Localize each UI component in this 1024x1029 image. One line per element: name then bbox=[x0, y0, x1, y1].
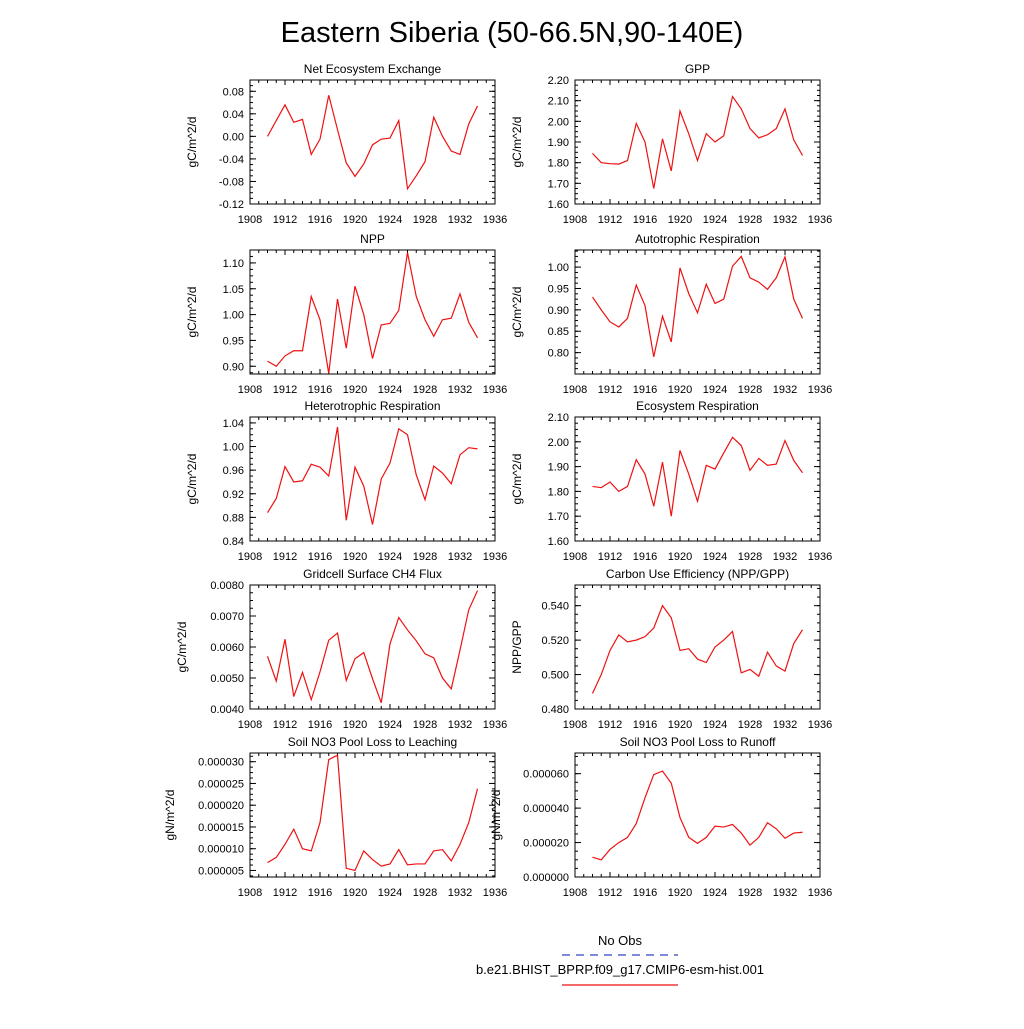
panel-6-xtick-label: 1920 bbox=[667, 551, 693, 563]
panel-10-xtick-label: 1912 bbox=[597, 887, 623, 899]
panel-9-ytick-label: 0.000020 bbox=[198, 800, 244, 813]
panel-3-xtick-label: 1916 bbox=[307, 384, 333, 396]
panel-1-ytick-label: -0.04 bbox=[218, 153, 244, 166]
panel-7-xtick-label: 1920 bbox=[342, 719, 368, 731]
panel-9-xtick-label: 1936 bbox=[482, 887, 508, 899]
panel-1-ytick-label: -0.12 bbox=[218, 199, 244, 211]
panel-9-ytick-label: 0.000015 bbox=[198, 821, 244, 834]
panel-8-xtick-label: 1912 bbox=[597, 719, 623, 731]
panel-3-title: NPP bbox=[360, 232, 385, 246]
panel-3-xtick-label: 1908 bbox=[237, 384, 263, 396]
panel-1-series-line bbox=[268, 95, 478, 189]
panel-1-xtick-label: 1924 bbox=[377, 214, 403, 226]
panel-10-ytick-label: 0.000000 bbox=[523, 872, 569, 884]
panel-3 bbox=[185, 232, 507, 396]
panel-6-xtick-label: 1928 bbox=[737, 551, 763, 563]
panel-9-xtick-label: 1908 bbox=[237, 887, 263, 899]
panel-3-xtick-label: 1920 bbox=[342, 384, 368, 396]
panel-2-xtick-label: 1924 bbox=[702, 214, 728, 226]
panel-2-xtick-label: 1908 bbox=[562, 214, 588, 226]
panel-5-series-line bbox=[268, 427, 478, 524]
panel-6-series-line bbox=[593, 437, 803, 516]
panel-10-ytick-label: 0.000040 bbox=[523, 803, 569, 816]
panel-6-title: Ecosystem Respiration bbox=[636, 399, 759, 413]
panel-1-xtick-label: 1936 bbox=[482, 214, 508, 226]
panel-9-xtick-label: 1932 bbox=[447, 887, 473, 899]
panel-8-ylabel: NPP/GPP bbox=[510, 620, 524, 674]
panel-10-xtick-label: 1908 bbox=[562, 887, 588, 899]
panel-5-ytick-label: 0.96 bbox=[222, 465, 244, 478]
panel-7-ylabel: gC/m^2/d bbox=[175, 621, 189, 673]
panel-3-xtick-label: 1936 bbox=[482, 384, 508, 396]
panel-6-xtick-label: 1908 bbox=[562, 551, 588, 563]
panel-10 bbox=[489, 735, 832, 899]
panel-2-xtick-label: 1936 bbox=[807, 214, 833, 226]
panel-8-series-line bbox=[593, 606, 803, 694]
panel-2-title: GPP bbox=[684, 62, 711, 76]
panel-2-series-line bbox=[593, 97, 803, 189]
panel-5-ytick-label: 0.84 bbox=[222, 536, 244, 548]
panel-1-xtick-label: 1908 bbox=[237, 214, 263, 226]
panel-7-xtick-label: 1912 bbox=[272, 719, 298, 731]
panel-2-ytick-label: 1.60 bbox=[547, 199, 569, 211]
panel-5 bbox=[185, 399, 507, 563]
panel-9-xtick-label: 1924 bbox=[377, 887, 403, 899]
panel-10-frame bbox=[575, 753, 820, 877]
panel-5-xtick-label: 1932 bbox=[447, 551, 473, 563]
panel-5-xtick-label: 1908 bbox=[237, 551, 263, 563]
panel-10-xtick-label: 1924 bbox=[702, 887, 728, 899]
panel-9-xtick-label: 1920 bbox=[342, 887, 368, 899]
panel-4-title: Autotrophic Respiration bbox=[635, 232, 760, 246]
panel-6-xtick-label: 1912 bbox=[597, 551, 623, 563]
panel-3-xtick-label: 1932 bbox=[447, 384, 473, 396]
panel-3-ytick-label: 0.90 bbox=[222, 361, 244, 374]
panel-7-xtick-label: 1932 bbox=[447, 719, 473, 731]
panel-2 bbox=[510, 62, 832, 226]
panel-9-title: Soil NO3 Pool Loss to Leaching bbox=[287, 735, 458, 749]
panel-4-xtick-label: 1912 bbox=[597, 384, 623, 396]
panel-4-ytick-label: 0.85 bbox=[547, 326, 569, 339]
panel-7-ytick-label: 0.0070 bbox=[210, 611, 244, 623]
panel-2-ytick-label: 1.80 bbox=[547, 157, 569, 170]
panel-8-xtick-label: 1920 bbox=[667, 719, 693, 731]
panel-1-ytick-label: 0.00 bbox=[222, 131, 244, 144]
panel-1-xtick-label: 1916 bbox=[307, 214, 333, 226]
panel-8-xtick-label: 1924 bbox=[702, 719, 728, 731]
panel-6-xtick-label: 1936 bbox=[807, 551, 833, 563]
panel-4-ytick-label: 0.90 bbox=[547, 304, 569, 317]
panel-4-xtick-label: 1932 bbox=[772, 384, 798, 396]
panel-10-ylabel: gN/m^2/d bbox=[489, 789, 503, 841]
panel-1-xtick-label: 1920 bbox=[342, 214, 368, 226]
panel-7-xtick-label: 1916 bbox=[307, 719, 333, 731]
panel-3-ytick-label: 1.10 bbox=[222, 257, 244, 270]
panels bbox=[163, 62, 832, 899]
panel-5-ytick-label: 1.00 bbox=[222, 441, 244, 454]
panel-1-xtick-label: 1932 bbox=[447, 214, 473, 226]
panel-7-xtick-label: 1924 bbox=[377, 719, 403, 731]
panel-9-series-line bbox=[268, 755, 478, 870]
panel-5-title: Heterotrophic Respiration bbox=[304, 399, 441, 413]
panel-10-xtick-label: 1928 bbox=[737, 887, 763, 899]
panel-2-ytick-label: 1.90 bbox=[547, 137, 569, 149]
panel-7-ytick-label: 0.0040 bbox=[210, 704, 244, 716]
panel-6-xtick-label: 1932 bbox=[772, 551, 798, 563]
panel-8-ytick-label: 0.500 bbox=[541, 669, 569, 682]
panel-3-xtick-label: 1924 bbox=[377, 384, 403, 396]
panel-4-ytick-label: 1.00 bbox=[547, 262, 569, 275]
panel-5-ytick-label: 1.04 bbox=[222, 417, 244, 430]
panel-5-ytick-label: 0.92 bbox=[222, 488, 244, 501]
panel-3-ytick-label: 0.95 bbox=[222, 335, 244, 348]
panel-5-xtick-label: 1928 bbox=[412, 551, 438, 563]
panel-4-ytick-label: 0.95 bbox=[547, 283, 569, 296]
panel-2-xtick-label: 1932 bbox=[772, 214, 798, 226]
panel-2-frame bbox=[575, 80, 820, 204]
panel-4-xtick-label: 1920 bbox=[667, 384, 693, 396]
panel-7-ytick-label: 0.0080 bbox=[210, 580, 244, 592]
panel-4-series-line bbox=[593, 256, 803, 356]
panel-10-series-line bbox=[593, 771, 803, 860]
panel-9-ytick-label: 0.000005 bbox=[198, 865, 244, 878]
panel-4-ylabel: gC/m^2/d bbox=[510, 286, 524, 338]
panel-9-ytick-label: 0.000030 bbox=[198, 756, 244, 769]
panel-9-ytick-label: 0.000010 bbox=[198, 843, 244, 856]
panel-3-ytick-label: 1.00 bbox=[222, 309, 244, 322]
panel-8-ytick-label: 0.480 bbox=[541, 704, 569, 716]
panel-6-xtick-label: 1916 bbox=[632, 551, 658, 563]
panel-9 bbox=[163, 735, 507, 899]
panel-3-xtick-label: 1928 bbox=[412, 384, 438, 396]
panel-7-ytick-label: 0.0060 bbox=[210, 642, 244, 654]
panel-4-xtick-label: 1936 bbox=[807, 384, 833, 396]
panel-2-ytick-label: 1.70 bbox=[547, 178, 569, 191]
panel-6-ytick-label: 1.70 bbox=[547, 511, 569, 524]
panel-1-title: Net Ecosystem Exchange bbox=[303, 62, 442, 76]
panel-1-ylabel: gC/m^2/d bbox=[185, 116, 199, 168]
panel-6-ytick-label: 1.80 bbox=[547, 486, 569, 499]
panel-5-xtick-label: 1924 bbox=[377, 551, 403, 563]
panel-1-ytick-label: 0.08 bbox=[222, 86, 244, 99]
panel-8 bbox=[510, 567, 832, 731]
panel-10-xtick-label: 1936 bbox=[807, 887, 833, 899]
panel-6-xtick-label: 1924 bbox=[702, 551, 728, 563]
panel-3-series-line bbox=[268, 253, 478, 374]
panel-8-ytick-label: 0.540 bbox=[541, 600, 569, 613]
panel-1-frame bbox=[250, 80, 495, 204]
panel-1-ytick-label: -0.08 bbox=[218, 176, 244, 189]
panel-2-xtick-label: 1920 bbox=[667, 214, 693, 226]
panel-6-ytick-label: 2.00 bbox=[547, 436, 569, 449]
panel-7-xtick-label: 1936 bbox=[482, 719, 508, 731]
panel-10-ytick-label: 0.000060 bbox=[523, 768, 569, 781]
panel-10-ytick-label: 0.000020 bbox=[523, 837, 569, 850]
panel-6-frame bbox=[575, 417, 820, 541]
panel-10-xtick-label: 1916 bbox=[632, 887, 658, 899]
panel-5-ytick-label: 0.88 bbox=[222, 512, 244, 525]
panel-1 bbox=[185, 62, 507, 226]
panel-2-xtick-label: 1928 bbox=[737, 214, 763, 226]
panel-3-ylabel: gC/m^2/d bbox=[185, 286, 199, 338]
panel-9-ytick-label: 0.000025 bbox=[198, 778, 244, 791]
panel-4-xtick-label: 1908 bbox=[562, 384, 588, 396]
legend bbox=[476, 933, 764, 985]
panel-7-ytick-label: 0.0050 bbox=[210, 673, 244, 685]
panel-4-xtick-label: 1916 bbox=[632, 384, 658, 396]
legend-label-run: b.e21.BHIST_BPRP.f09_g17.CMIP6-esm-hist.001 bbox=[475, 962, 765, 977]
panel-2-ytick-label: 2.00 bbox=[547, 116, 569, 129]
panel-6 bbox=[510, 399, 832, 563]
panel-10-xtick-label: 1932 bbox=[772, 887, 798, 899]
panel-5-xtick-label: 1936 bbox=[482, 551, 508, 563]
panel-4-xtick-label: 1924 bbox=[702, 384, 728, 396]
panel-7-xtick-label: 1908 bbox=[237, 719, 263, 731]
panel-4 bbox=[510, 232, 832, 396]
panel-10-title: Soil NO3 Pool Loss to Runoff bbox=[619, 735, 776, 749]
panel-5-xtick-label: 1912 bbox=[272, 551, 298, 563]
panel-6-ytick-label: 1.60 bbox=[547, 536, 569, 548]
panel-2-xtick-label: 1916 bbox=[632, 214, 658, 226]
panel-3-xtick-label: 1912 bbox=[272, 384, 298, 396]
panel-1-xtick-label: 1928 bbox=[412, 214, 438, 226]
panel-8-ytick-label: 0.520 bbox=[541, 635, 569, 648]
figure-title: Eastern Siberia (50-66.5N,90-140E) bbox=[280, 17, 744, 49]
panel-10-xtick-label: 1920 bbox=[667, 887, 693, 899]
panel-7-xtick-label: 1928 bbox=[412, 719, 438, 731]
panel-8-xtick-label: 1932 bbox=[772, 719, 798, 731]
panel-8-title: Carbon Use Efficiency (NPP/GPP) bbox=[605, 567, 790, 581]
panel-6-ytick-label: 2.10 bbox=[547, 412, 569, 424]
panel-9-xtick-label: 1912 bbox=[272, 887, 298, 899]
panel-4-ytick-label: 0.80 bbox=[547, 347, 569, 360]
panel-2-ylabel: gC/m^2/d bbox=[510, 116, 524, 168]
panel-2-ytick-label: 2.20 bbox=[547, 75, 569, 87]
panel-5-ylabel: gC/m^2/d bbox=[185, 453, 199, 505]
panel-8-xtick-label: 1916 bbox=[632, 719, 658, 731]
legend-label-no-obs: No Obs bbox=[597, 933, 643, 948]
panel-7-title: Gridcell Surface CH4 Flux bbox=[303, 567, 442, 581]
panel-7-series-line bbox=[268, 591, 478, 703]
panel-6-ylabel: gC/m^2/d bbox=[510, 453, 524, 505]
panel-2-xtick-label: 1912 bbox=[597, 214, 623, 226]
panel-8-xtick-label: 1908 bbox=[562, 719, 588, 731]
panel-3-ytick-label: 1.05 bbox=[222, 283, 244, 296]
panel-2-ytick-label: 2.10 bbox=[547, 95, 569, 108]
panel-8-xtick-label: 1936 bbox=[807, 719, 833, 731]
panel-9-xtick-label: 1916 bbox=[307, 887, 333, 899]
panel-5-xtick-label: 1920 bbox=[342, 551, 368, 563]
panel-1-xtick-label: 1912 bbox=[272, 214, 298, 226]
panel-4-xtick-label: 1928 bbox=[737, 384, 763, 396]
panel-9-frame bbox=[250, 753, 495, 877]
panel-8-xtick-label: 1928 bbox=[737, 719, 763, 731]
panel-5-xtick-label: 1916 bbox=[307, 551, 333, 563]
panel-1-ytick-label: 0.04 bbox=[222, 108, 244, 121]
panel-9-ylabel: gN/m^2/d bbox=[163, 789, 177, 841]
panel-6-ytick-label: 1.90 bbox=[547, 461, 569, 474]
panel-9-xtick-label: 1928 bbox=[412, 887, 438, 899]
panel-7 bbox=[175, 567, 507, 731]
